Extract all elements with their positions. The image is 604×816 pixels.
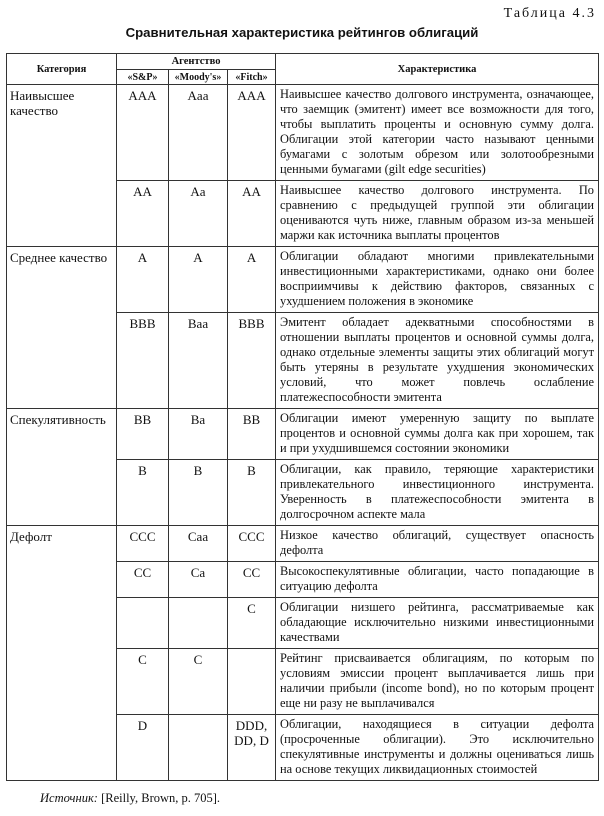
fitch-rating: B (228, 460, 276, 526)
description-cell: Высокоспекулятивные облигации, часто попадающие в ситуацию дефолта (276, 562, 599, 598)
moodys-rating: Ba (169, 409, 228, 460)
moodys-rating (169, 715, 228, 781)
header-sp: «S&P» (117, 70, 169, 85)
fitch-rating: BBB (228, 313, 276, 409)
ratings-table (6, 53, 599, 781)
moodys-rating (169, 598, 228, 649)
sp-rating (117, 598, 169, 649)
description-cell: Облигации обладают многими привлекательными инвестиционными характеристиками, однако они более восприимчивы к действию факторов, связанных с ухудшением положения в экономике (276, 247, 599, 313)
table-row (7, 409, 599, 460)
sp-rating: CCC (117, 526, 169, 562)
description-cell: Низкое качество облигаций, существует опасность дефолта (276, 526, 599, 562)
sp-rating: C (117, 649, 169, 715)
sp-rating: BBB (117, 313, 169, 409)
category-cell: Наивысшее качество (7, 85, 117, 247)
description-cell: Облигации имеют умеренную защиту по выплате процентов и основной суммы долга как при хорошем, так и при ухудшившемся состоянии экономики (276, 409, 599, 460)
sp-rating: AA (117, 181, 169, 247)
moodys-rating: Aa (169, 181, 228, 247)
source-label: Источник: (40, 791, 98, 805)
fitch-rating: AA (228, 181, 276, 247)
sp-rating: AAA (117, 85, 169, 181)
fitch-rating: C (228, 598, 276, 649)
description-cell: Наивысшее качество долгового инструмента, означающее, что заемщик (эмитент) имеет все возможности для того, чтобы выплатить проценты и основную сумму долга. Облигации этой категории часто называют ценными бумагами с золотым обрезом или золотообрезными ценными бумагами (gilt edge securities) (276, 85, 599, 181)
table-number: Таблица 4.3 (503, 6, 596, 21)
description-cell: Наивысшее качество долгового инструмента. По сравнению с предыдущей группой эти облигации оцениваются чуть ниже, главным образом из-за меньшей маржи как источника выплаты процентов (276, 181, 599, 247)
fitch-rating: DDD, DD, D (228, 715, 276, 781)
table-row (7, 85, 599, 181)
sp-rating: CC (117, 562, 169, 598)
moodys-rating: Aaa (169, 85, 228, 181)
header-moodys: «Moody's» (169, 70, 228, 85)
table-row (7, 526, 599, 562)
header-category: Категория (7, 54, 117, 85)
description-cell: Облигации низшего рейтинга, рассматриваемые как обладающие исключительно низкими инвестиционными качествами (276, 598, 599, 649)
moodys-rating: Caa (169, 526, 228, 562)
description-cell: Эмитент обладает адекватными способностями в отношении выплаты процентов и основной суммы долга, однако отдельные элементы защиты этих облигаций могут быть утеряны в результате ухудшения экономических условий, что может повлечь ослабление платежеспособности эмитента (276, 313, 599, 409)
source-note (6, 791, 598, 806)
sp-rating: B (117, 460, 169, 526)
moodys-rating: Ca (169, 562, 228, 598)
table-title: Сравнительная характеристика рейтингов облигаций (125, 25, 479, 40)
moodys-rating: A (169, 247, 228, 313)
header-agency: Агентство (117, 54, 276, 70)
sp-rating: D (117, 715, 169, 781)
description-cell: Облигации, находящиеся в ситуации дефолта (просроченные облигации). Это исключительно спекулятивные инструменты и должны оцениваться лишь на основе текущих ликвидационных стоимостей (276, 715, 599, 781)
header-description: Характеристика (276, 54, 599, 85)
moodys-rating: Baa (169, 313, 228, 409)
description-cell: Облигации, как правило, теряющие характеристики привлекательного инвестиционного инструмента. Уверенность в платежеспособности эмитента в долгосрочном аспекте мала (276, 460, 599, 526)
source-text: [Reilly, Brown, p. 705]. (97, 791, 221, 805)
fitch-rating: BB (228, 409, 276, 460)
category-cell: Среднее качество (7, 247, 117, 409)
fitch-rating: CC (228, 562, 276, 598)
description-cell: Рейтинг присваивается облигациям, по которым по условиям эмиссии процент выплачивается лишь при наличии прибыли (income bond), но по которым процент еще ни разу не выплачивался (276, 649, 599, 715)
moodys-rating: C (169, 649, 228, 715)
fitch-rating: CCC (228, 526, 276, 562)
header-fitch: «Fitch» (228, 70, 276, 85)
fitch-rating: AAA (228, 85, 276, 181)
fitch-rating (228, 649, 276, 715)
table-row (7, 247, 599, 313)
moodys-rating: B (169, 460, 228, 526)
category-cell: Спекулятивность (7, 409, 117, 526)
category-cell: Дефолт (7, 526, 117, 781)
fitch-rating: A (228, 247, 276, 313)
sp-rating: BB (117, 409, 169, 460)
sp-rating: A (117, 247, 169, 313)
